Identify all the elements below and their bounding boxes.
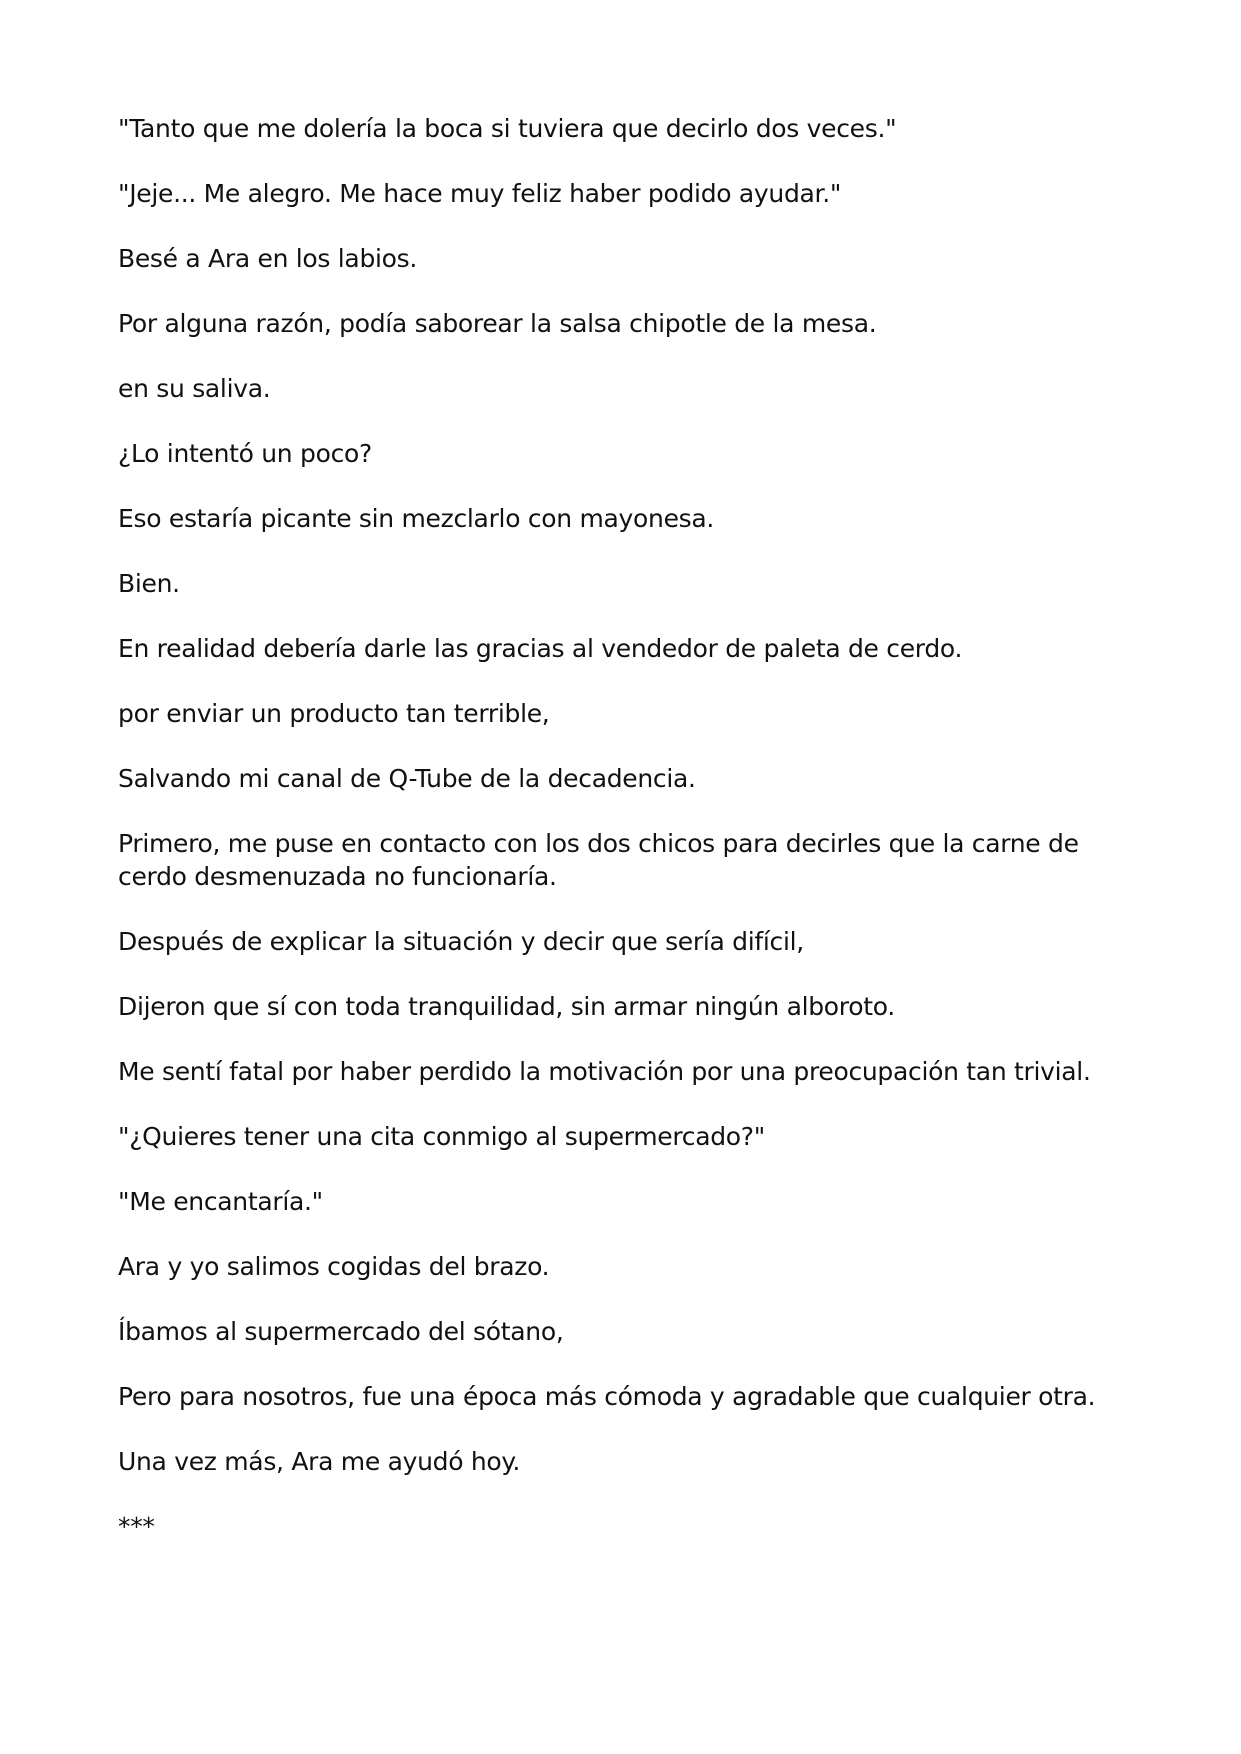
paragraph: Eso estaría picante sin mezclarlo con mayonesa. [118, 504, 715, 533]
paragraph: Pero para nosotros, fue una época más cómoda y agradable que cualquier otra. [118, 1382, 1096, 1411]
paragraph: Salvando mi canal de Q-Tube de la decadencia. [118, 764, 696, 793]
paragraph: "Tanto que me dolería la boca si tuviera que decirlo dos veces." [118, 114, 897, 143]
document-body [118, 112, 1128, 1575]
paragraph: Después de explicar la situación y decir que sería difícil, [118, 927, 804, 956]
paragraph: Me sentí fatal por haber perdido la motivación por una preocupación tan trivial. [118, 1057, 1091, 1086]
paragraph: Una vez más, Ara me ayudó hoy. [118, 1447, 520, 1476]
paragraph: "Me encantaría." [118, 1187, 323, 1216]
paragraph: En realidad debería darle las gracias al vendedor de paleta de cerdo. [118, 634, 963, 663]
paragraph: por enviar un producto tan terrible, [118, 699, 550, 728]
section-break: *** [118, 1512, 155, 1541]
paragraph: en su saliva. [118, 374, 271, 403]
paragraph: Por alguna razón, podía saborear la salsa chipotle de la mesa. [118, 309, 877, 338]
paragraph: Íbamos al supermercado del sótano, [118, 1317, 564, 1346]
paragraph: "¿Quieres tener una cita conmigo al supermercado?" [118, 1122, 765, 1151]
paragraph: Besé a Ara en los labios. [118, 244, 418, 273]
paragraph: Ara y yo salimos cogidas del brazo. [118, 1252, 550, 1281]
paragraph: Dijeron que sí con toda tranquilidad, sin armar ningún alboroto. [118, 992, 895, 1021]
paragraph: ¿Lo intentó un poco? [118, 439, 372, 468]
paragraph: "Jeje... Me alegro. Me hace muy feliz haber podido ayudar." [118, 179, 842, 208]
paragraph: Bien. [118, 569, 180, 598]
paragraph: Primero, me puse en contacto con los dos chicos para decirles que la carne de cerdo desmenuzada no funcionaría. [118, 829, 1079, 891]
